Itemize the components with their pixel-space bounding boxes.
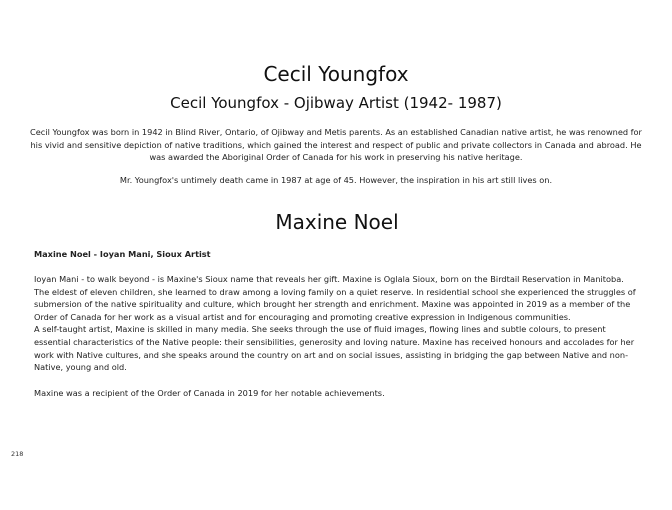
cecil-bio-paragraph: Cecil Youngfox was born in 1942 in Blind River, Ontario, of Ojibway and Metis parents. As an established Canadian native artist, he was renowned for his vivid and sensitive depiction of native traditions, which gained the interest and respect of public and private collectors in Canada and abroad. He was awarded the Aboriginal Order of Canada for his work in preserving his native heritage.	[30, 127, 642, 162]
cecil-death-paragraph: Mr. Youngfox's untimely death came in 1987 at age of 45. However, the inspiration in his art still lives on.	[119, 174, 553, 185]
cecil-subtitle: Cecil Youngfox - Ojibway Artist (1942- 1987)	[170, 94, 502, 112]
maxine-award-paragraph: Maxine was a recipient of the Order of Canada in 2019 for her notable achievements.	[34, 387, 385, 398]
maxine-subheading: Maxine Noel - Ioyan Mani, Sioux Artist	[34, 249, 211, 259]
maxine-art-paragraph: A self-taught artist, Maxine is skilled in many media. She seeks through the use of fluid images, flowing lines and subtle colours, to present essential characteristics of the Native people: their sensibilities, generosity and loving nature. Maxine has received honours and accolades for her work with Native cultures, and she speaks around the country on art and on social issues, assisting in bridging the gap between Native and non-Native, young and old.	[34, 324, 635, 373]
maxine-bio-paragraph: Ioyan Mani - to walk beyond - is Maxine's Sioux name that reveals her gift. Maxine is Oglala Sioux, born on the Birdtail Reservation in Manitoba. The eldest of eleven children, she learned to draw among a loving family on a quiet reserve. In residential school she experienced the struggles of submersion of the native spirituality and culture, which brought her strength and enrichment. Maxine was appointed in 2019 as a member of the Order of Canada for her work as a visual artist and for encouraging and promoting creative expression in Indigenous communities.	[34, 274, 636, 322]
maxine-noel-section	[34, 208, 640, 399]
maxine-title: Maxine Noel	[275, 210, 399, 234]
cecil-title: Cecil Youngfox	[263, 62, 409, 86]
page-number: 218	[11, 450, 24, 458]
cecil-youngfox-section	[30, 60, 642, 186]
